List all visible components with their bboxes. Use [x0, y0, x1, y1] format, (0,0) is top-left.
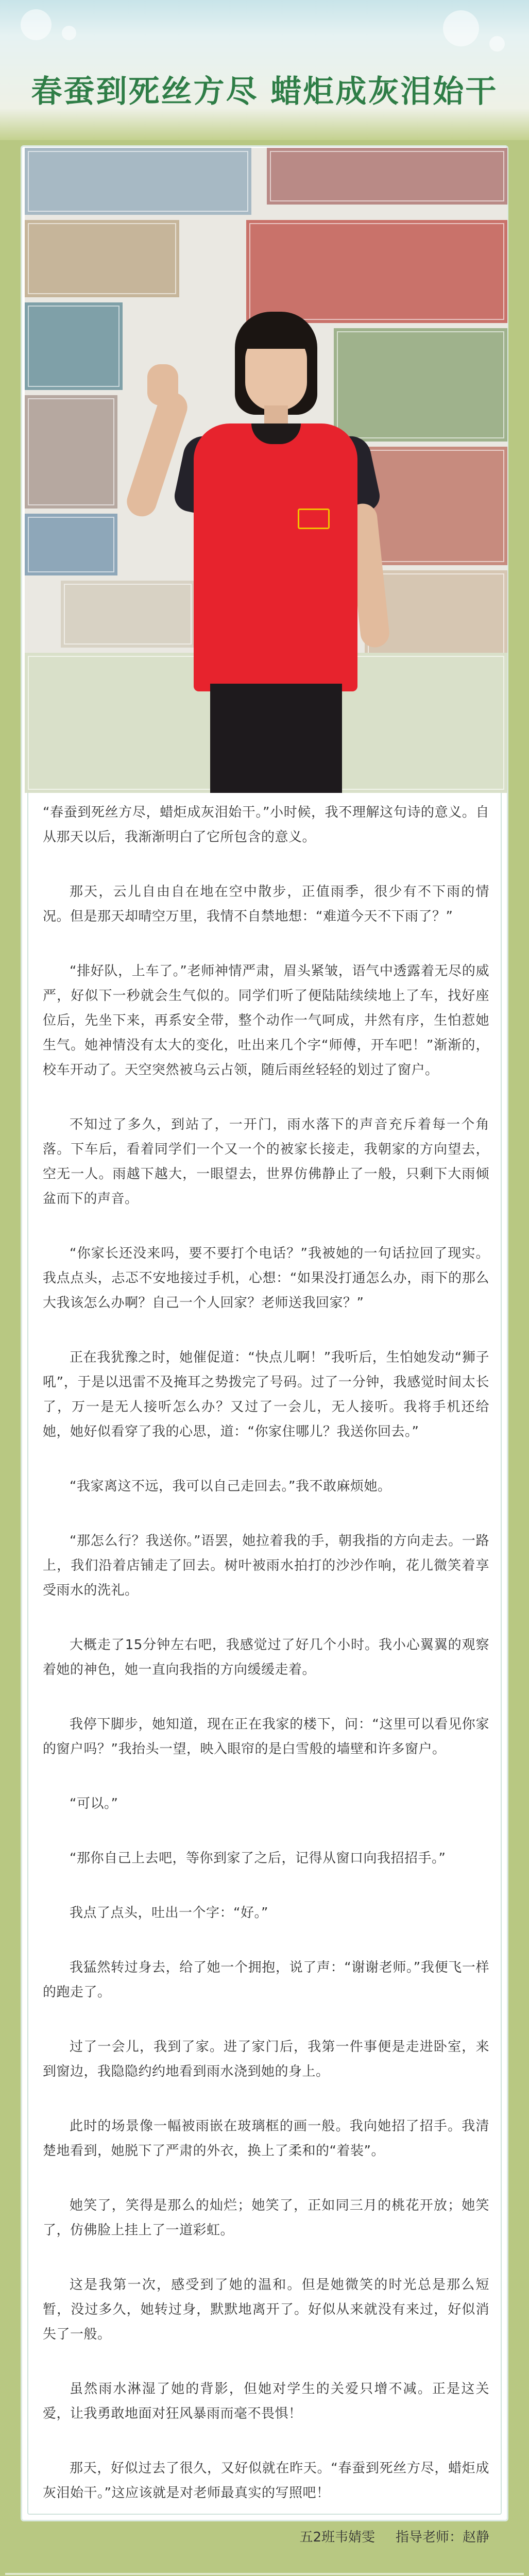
- teacher-name: 指导老师：赵静: [395, 2530, 489, 2545]
- paragraph: 我点了点头，吐出一个字：“好。”: [70, 1905, 268, 1921]
- paragraph: 我停下脚步，她知道，现在正在我家的楼下，问：“这里可以看见你家的窗户吗？”我抬头一望，映入眼帘的是白雪般的墙壁和许多窗户。: [43, 1717, 489, 1757]
- paragraph: 不知过了多久，到站了，一开门，雨水落下的声音充斥着每一个角落。下车后，看着同学们一个又一个的被家长接走，我朝家的方向望去，空无一人。雨越下越大，一眼望去，世界仿佛静止了一般，只剩下大雨倾盆而下的声音。: [43, 1117, 489, 1207]
- photo-wall-tile: [365, 447, 507, 565]
- paragraph: “我家离这不远，我可以自己走回去。”我不敢麻烦她。: [70, 1479, 391, 1494]
- decor-bubble: [489, 36, 505, 52]
- paragraph: 那天，好似过去了很久，又好似就在昨天。“春蚕到死丝方尽，蜡炬成灰泪始干。”这应该就是对老师最真实的写照吧！: [43, 2461, 489, 2501]
- article-body: [43, 800, 489, 2550]
- signature: [43, 2525, 489, 2550]
- paragraph: 虽然雨水淋湿了她的背影，但她对学生的关爱只增不减。正是这关爱，让我勇敢地面对狂风暴雨而毫不畏惧！: [43, 2381, 489, 2421]
- paragraph: 此时的场景像一幅被雨嵌在玻璃框的画一般。我向她招了招手。我清楚地看到，她脱下了严肃的外衣，换上了柔和的“着装”。: [43, 2119, 489, 2159]
- shirt-badge: [298, 509, 330, 529]
- decor-bubble: [21, 9, 52, 40]
- header-banner: [0, 0, 529, 140]
- page-title: 春蚕到死丝方尽 蜡炬成灰泪始干: [31, 74, 498, 110]
- paragraph: 我猛然转过身去，给了她一个拥抱，说了声：“谢谢老师。”我便飞一样的跑走了。: [43, 1960, 489, 2000]
- paragraph: 大概走了15分钟左右吧，我感觉过了好几个小时。我小心翼翼的观察着她的神色，她一直向我指的方向缓缓走着。: [43, 1637, 489, 1677]
- photo-wall-tile: [267, 148, 507, 205]
- photo-wall-tile: [334, 328, 507, 442]
- photo-wall-tile: [25, 220, 179, 297]
- paragraph: 这是我第一次，感受到了她的温和。但是她微笑的时光总是那么短暂，没过多久，她转过身，默默地离开了。好似从来就没有来过，好似消失了一般。: [43, 2277, 489, 2342]
- article-card: [21, 145, 508, 2545]
- paragraph: “那怎么行？我送你。”语罢，她拉着我的手，朝我指的方向走去。一路上，我们沿着店铺走了回去。树叶被雨水拍打的沙沙作响，花儿微笑着享受雨水的洗礼。: [43, 1533, 489, 1598]
- paragraph: “你家长还没来吗，要不要打个电话？”我被她的一句话拉回了现实。我点点头，忐忑不安地接过手机，心想：“如果没打通怎么办，雨下的那么大我该怎么办啊？自己一个人回家？老师送我回家？”: [43, 1246, 489, 1311]
- paragraph: 那天，云儿自由自在地在空中散步，正值雨季，很少有不下雨的情况。但是那天却晴空万里，我情不自禁地想：“难道今天不下雨了？”: [43, 884, 489, 924]
- girl-bangs: [240, 318, 312, 349]
- paragraph: “排好队，上车了。”老师神情严肃，眉头紧皱，语气中透露着无尽的威严，好似下一秒就会生气似的。同学们听了便陆陆续续地上了车，找好座位后，先坐下来，再系安全带，整个动作一气呵成，井然有序，生怕惹她生气。她神情没有太大的变化，吐出来几个字“师傅，开车吧！”渐渐的，校车开动了。天空突然被乌云占领，随后雨丝轻轻的划过了窗户。: [43, 963, 489, 1078]
- photo-wall-tile: [246, 220, 507, 323]
- paragraph: 过了一会儿，我到了家。进了家门后，我第一件事便是走进卧室，来到窗边，我隐隐约约地看到雨水浇到她的身上。: [43, 2039, 489, 2079]
- girl-pants: [210, 684, 342, 793]
- paragraph: “那你自己上去吧，等你到家了之后，记得从窗口向我招招手。”: [70, 1851, 446, 1866]
- paragraph: 她笑了，笑得是那么的灿烂；她笑了，正如同三月的桃花开放；她笑了，仿佛脸上挂上了一道彩虹。: [43, 2198, 489, 2238]
- decor-bubble: [62, 26, 76, 40]
- student-photo: [25, 148, 507, 793]
- photo-wall-tile: [25, 302, 123, 390]
- author-class: 五2班韦婧雯: [299, 2530, 375, 2545]
- paragraph: 正在我犹豫之时，她催促道：“快点儿啊！”我听后，生怕她发动“狮子吼”，于是以迅雷不及掩耳之势拨完了号码。过了一分钟，我感觉时间太长了，万一是无人接听怎么办？又过了一会儿，无人接听。我将手机还给她，她好似看穿了我的心思，道：“你家住哪儿？我送你回去。”: [43, 1350, 489, 1439]
- photo-wall-tile: [25, 148, 251, 215]
- photo-wall-tile: [25, 514, 117, 575]
- photo-wall-tile: [61, 581, 195, 648]
- girl-red-shirt: [194, 423, 357, 691]
- paragraph: “春蚕到死丝方尽，蜡炬成灰泪始干。”小时候，我不理解这句诗的意义。自从那天以后，我渐渐明白了它所包含的意义。: [43, 805, 489, 845]
- photo-wall-tile: [25, 395, 117, 509]
- victory-hand-icon: [147, 364, 178, 405]
- paragraph: “可以。”: [70, 1796, 118, 1811]
- decor-bubble: [443, 10, 479, 46]
- footer-divider: [5, 2573, 524, 2575]
